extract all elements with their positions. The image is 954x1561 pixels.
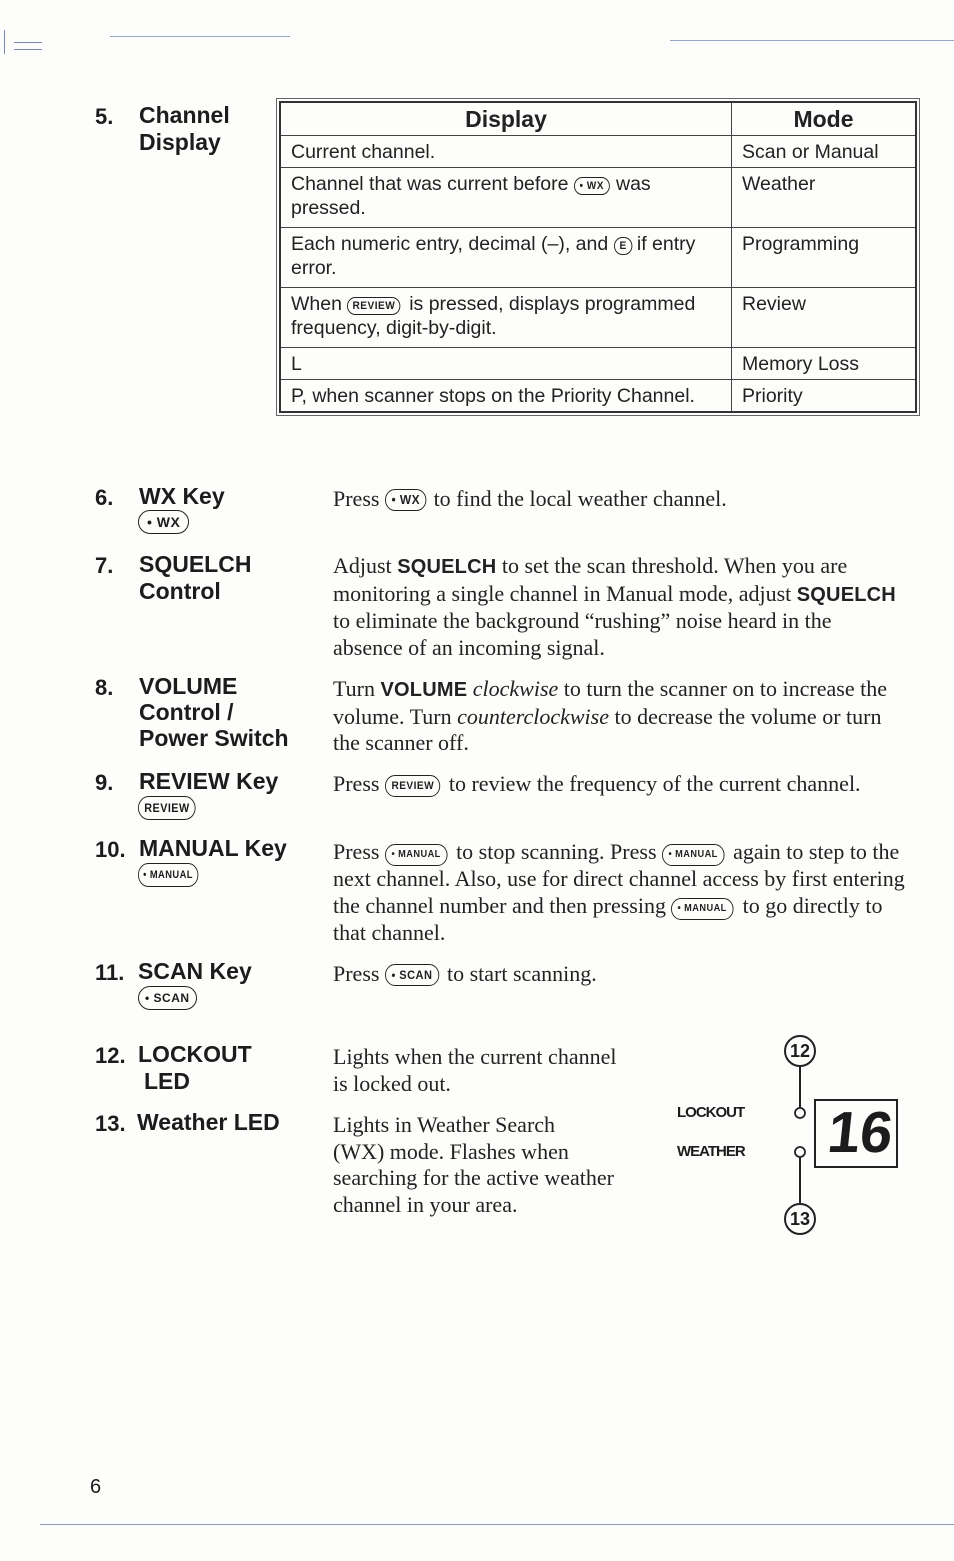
table-row: Each numeric entry, decimal (–), and E if entry error. Programming xyxy=(280,228,916,288)
channel-display-table xyxy=(279,101,917,413)
manual-key-icon: • MANUAL xyxy=(385,844,447,866)
item-title: LOCKOUT LED xyxy=(138,1041,252,1094)
review-key-icon: REVIEW xyxy=(138,796,196,820)
item-description: Lights when the current channel is locked out. xyxy=(333,1044,617,1096)
item-description: Press REVIEW to review the frequency of the current channel. xyxy=(333,771,861,796)
wx-key-icon: • WX xyxy=(385,489,427,511)
item-number: 8. xyxy=(95,675,114,700)
item-title: SCAN Key xyxy=(138,958,252,984)
callout-12: 12 xyxy=(789,1041,811,1061)
page-number: 6 xyxy=(90,1476,102,1498)
item-description: Press • MANUAL to stop scanning. Press • MANUAL again to step to the next channel. Also, use for direct channel access by first entering the channel number and then pressing • MANUAL to go directly to that channel. xyxy=(333,839,905,945)
lockout-led-label: LOCKOUT xyxy=(677,1104,745,1121)
manual-key-icon: • MANUAL xyxy=(671,898,733,920)
wx-key-icon: • WX xyxy=(138,510,189,534)
table-header-mode: Mode xyxy=(732,102,917,136)
corner-mark-lines xyxy=(14,42,42,50)
item-title: REVIEW Key xyxy=(139,768,279,794)
manual-key-icon: • MANUAL xyxy=(662,844,724,866)
item-description: Adjust SQUELCH to set the scan threshold. When you are monitoring a single channel in Manual mode, adjust SQUELCH to eliminate the background “rushing” noise heard in the absence of an incoming signal. xyxy=(333,553,896,660)
item-number: 5. xyxy=(95,104,114,129)
item-number: 11. xyxy=(95,960,125,985)
weather-led-label: WEATHER xyxy=(677,1143,745,1160)
item-title: SQUELCH Control xyxy=(139,551,252,604)
scan-key-icon: • SCAN xyxy=(138,986,197,1010)
item-number: 7. xyxy=(95,553,114,578)
item-description: Turn VOLUME clockwise to turn the scanner on to increase the volume. Turn counterclockwise to decrease the volume or turn the scanner off. xyxy=(333,676,887,755)
item-number: 9. xyxy=(95,770,114,795)
item-title: VOLUME Control / Power Switch xyxy=(139,673,289,751)
channel-display-digits: 16 xyxy=(824,1100,896,1165)
item-description: Press • SCAN to start scanning. xyxy=(333,961,597,986)
review-key-icon: REVIEW xyxy=(347,297,401,315)
item-number: 13. xyxy=(95,1111,126,1136)
table-row: Channel that was current before • WX was pressed. Weather xyxy=(280,168,916,228)
table-header-display: Display xyxy=(280,102,732,136)
item-title: Channel Display xyxy=(139,102,230,155)
item-description: Lights in Weather Search (WX) mode. Flashes when searching for the active weather channel in your area. xyxy=(333,1112,614,1217)
item-title: WX Key xyxy=(139,483,225,509)
item-number: 6. xyxy=(95,485,114,510)
item-number: 12. xyxy=(95,1043,126,1068)
scan-key-icon: • SCAN xyxy=(385,964,439,986)
review-key-icon: REVIEW xyxy=(385,775,441,797)
item-description: Press • WX to find the local weather channel. xyxy=(333,486,727,511)
table-row: Current channel. Scan or Manual xyxy=(280,136,916,168)
led-diagram xyxy=(670,1030,910,1240)
item-number: 10. xyxy=(95,837,126,862)
table-row: P, when scanner stops on the Priority Channel. Priority xyxy=(280,380,916,413)
item-title: MANUAL Key xyxy=(139,835,287,861)
table-row: L Memory Loss xyxy=(280,348,916,380)
item-title: Weather LED xyxy=(137,1109,280,1135)
manual-key-icon: • MANUAL xyxy=(138,863,198,887)
table-row: When REVIEW is pressed, displays programmed frequency, digit-by-digit. Review xyxy=(280,288,916,348)
wx-key-icon: • WX xyxy=(574,177,610,195)
callout-13: 13 xyxy=(789,1209,811,1229)
e-key-icon: E xyxy=(614,237,632,255)
